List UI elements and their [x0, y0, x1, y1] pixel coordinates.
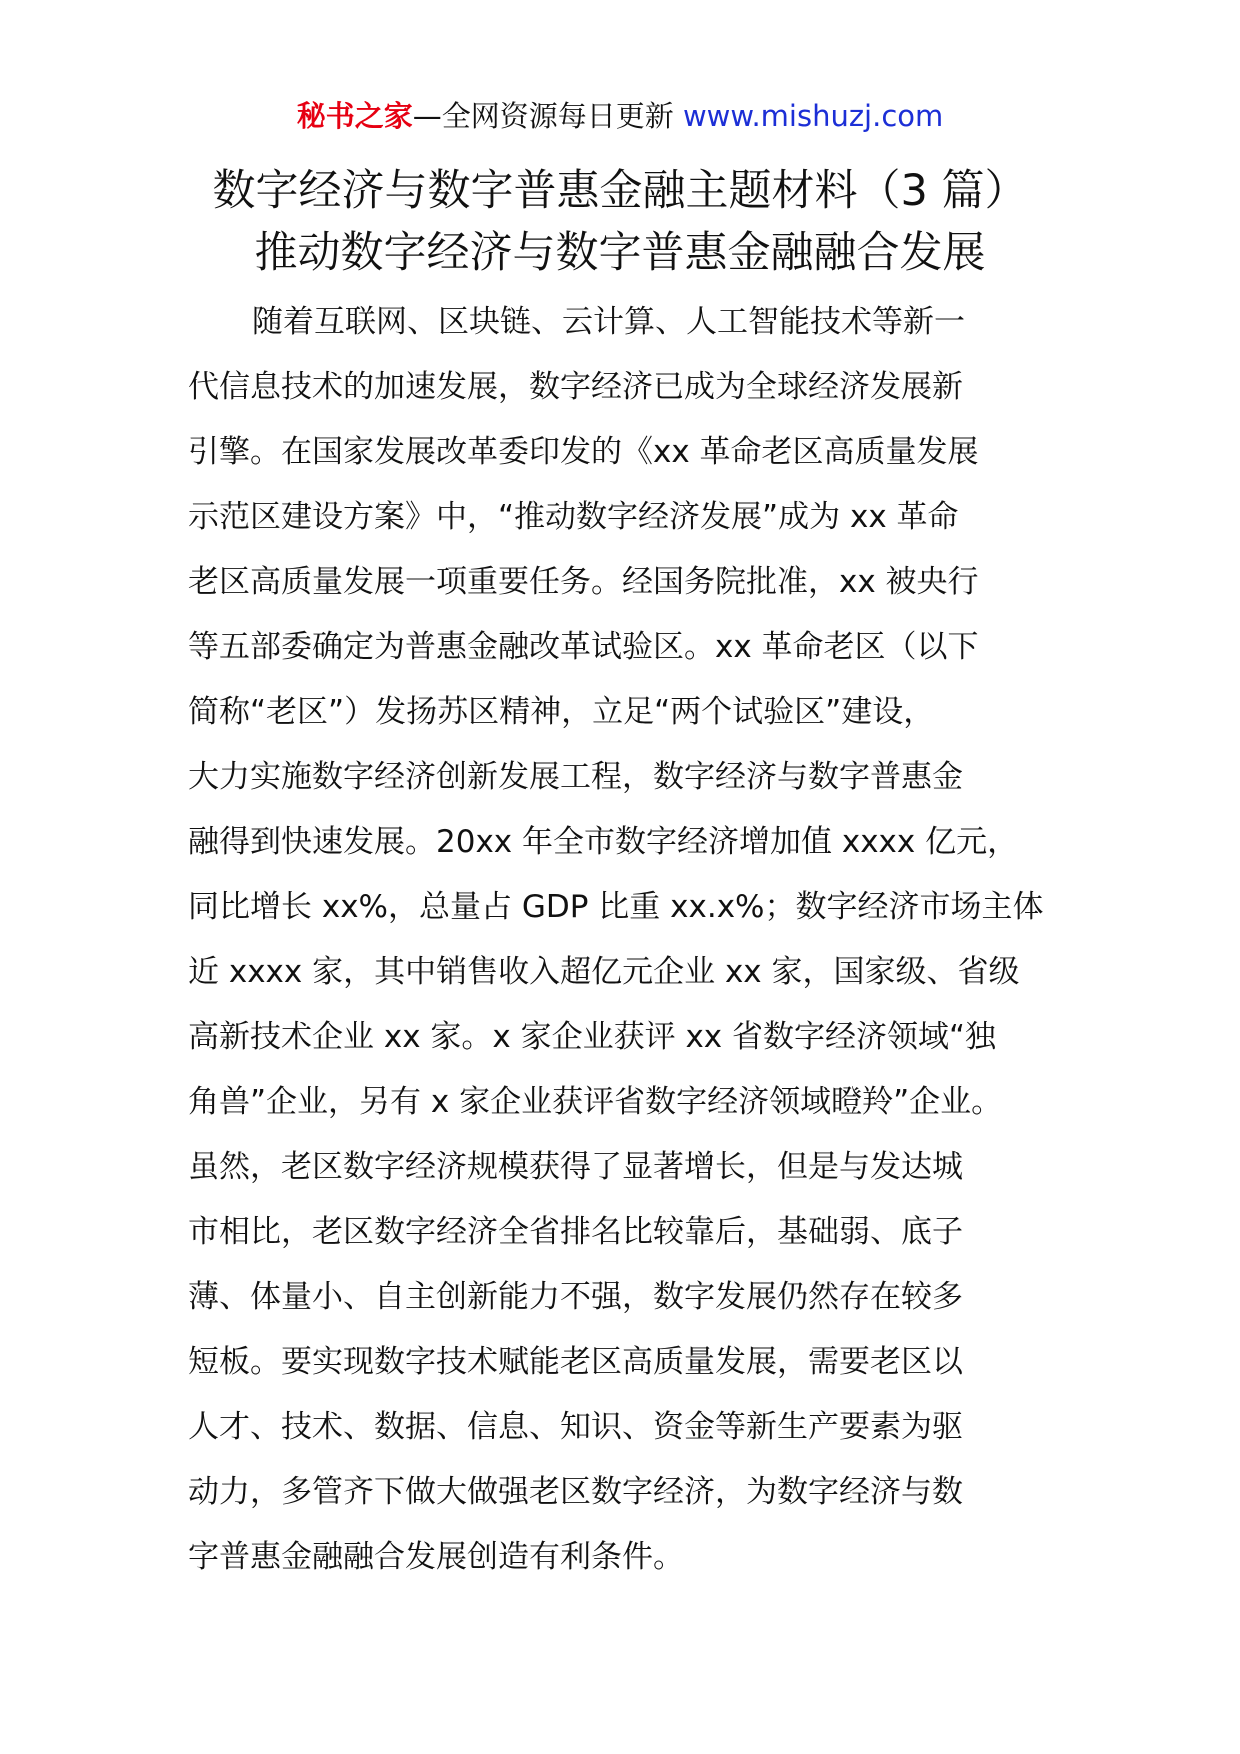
- paragraph-line: 角兽”企业，另有 x 家企业获评省数字经济领域瞪羚”企业。: [188, 1084, 1003, 1120]
- paragraph-line: 简称“老区”）发扬苏区精神，立足“两个试验区”建设，: [188, 694, 935, 730]
- paragraph-line: 融得到快速发展。20xx 年全市数字经济增加值 xxxx 亿元，: [188, 824, 1019, 860]
- document-subtitle: 推动数字经济与数字普惠金融融合发展: [254, 228, 986, 278]
- document-title: 数字经济与数字普惠金融主题材料（3 篇）: [212, 166, 1028, 216]
- site-header: [0, 96, 1240, 136]
- paragraph-line: 字普惠金融融合发展创造有利条件。: [188, 1539, 684, 1575]
- site-url-link[interactable]: www.mishuzj.com: [682, 99, 944, 133]
- paragraph-line: 人才、技术、数据、信息、知识、资金等新生产要素为驱: [188, 1409, 963, 1445]
- paragraph-line: 大力实施数字经济创新发展工程，数字经济与数字普惠金: [188, 759, 963, 795]
- header-tagline: —全网资源每日更新: [412, 99, 683, 133]
- paragraph-line: 短板。要实现数字技术赋能老区高质量发展，需要老区以: [188, 1344, 963, 1380]
- paragraph-line: 随着互联网、区块链、云计算、人工智能技术等新一: [252, 304, 965, 340]
- paragraph-line: 老区高质量发展一项重要任务。经国务院批准，xx 被央行: [188, 564, 979, 600]
- paragraph-line: 近 xxxx 家，其中销售收入超亿元企业 xx 家，国家级、省级: [188, 954, 1020, 990]
- paragraph-line: 示范区建设方案》中，“推动数字经济发展”成为 xx 革命: [188, 499, 959, 535]
- paragraph-line: 动力，多管齐下做大做强老区数字经济，为数字经济与数: [188, 1474, 963, 1510]
- paragraph-line: 薄、体量小、自主创新能力不强，数字发展仍然存在较多: [188, 1279, 963, 1315]
- paragraph-line: 等五部委确定为普惠金融改革试验区。xx 革命老区（以下: [188, 629, 979, 665]
- brand-name: 秘书之家: [296, 99, 413, 133]
- paragraph-line: 虽然，老区数字经济规模获得了显著增长，但是与发达城: [188, 1149, 963, 1185]
- paragraph-line: 高新技术企业 xx 家。x 家企业获评 xx 省数字经济领域“独: [188, 1019, 997, 1055]
- paragraph-line: 市相比，老区数字经济全省排名比较靠后，基础弱、底子: [188, 1214, 963, 1250]
- body-paragraph: [188, 290, 1088, 1590]
- paragraph-line: 代信息技术的加速发展，数字经济已成为全球经济发展新: [188, 369, 963, 405]
- paragraph-line: 引擎。在国家发展改革委印发的《xx 革命老区高质量发展: [188, 434, 979, 470]
- paragraph-line: 同比增长 xx%，总量占 GDP 比重 xx.x%；数字经济市场主体: [188, 889, 1044, 925]
